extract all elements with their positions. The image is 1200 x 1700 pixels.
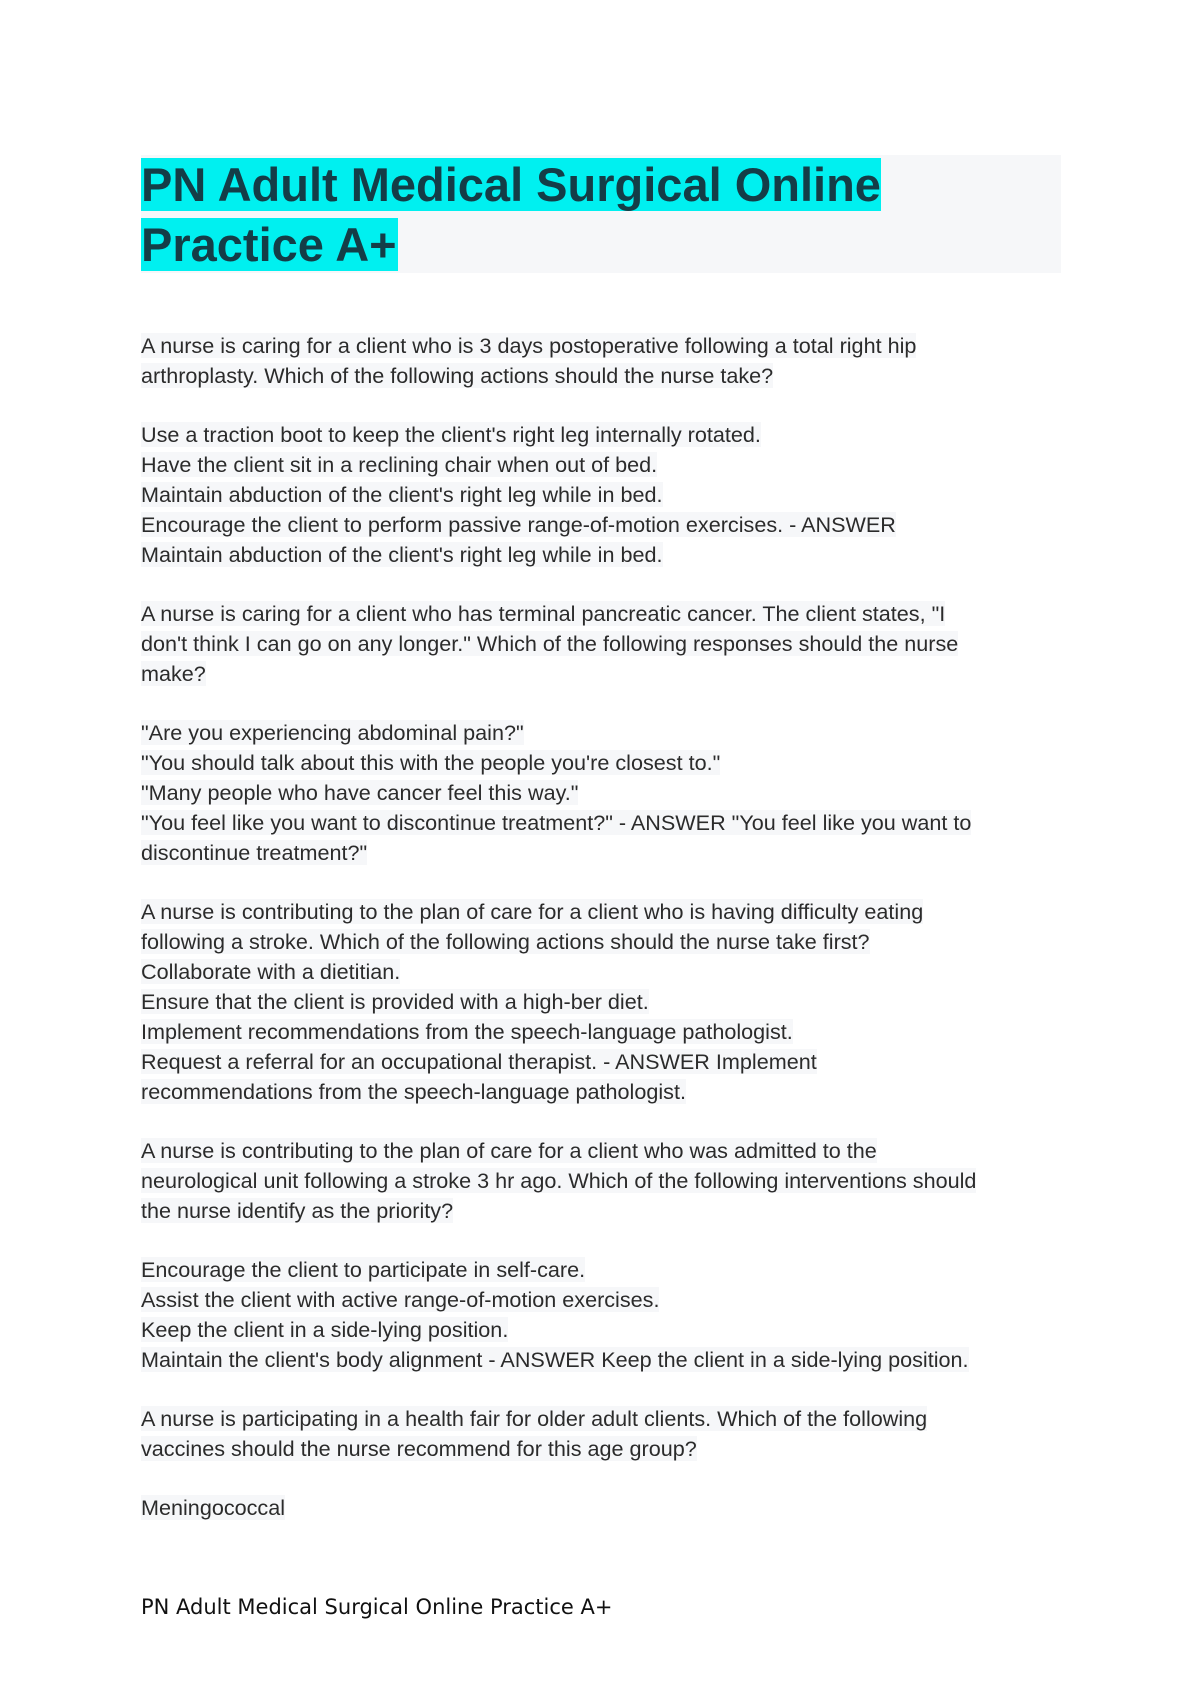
text-line [141, 897, 1061, 927]
document-title-text: PN Adult Medical Surgical Online Practice A+ [141, 158, 881, 271]
text-line [141, 1166, 1061, 1196]
text-line-content: Collaborate with a dietitian. [141, 959, 401, 984]
text-line-content: following a stroke. Which of the following actions should the nurse take first? [141, 929, 870, 954]
text-line [141, 450, 1061, 480]
text-line [141, 927, 1061, 957]
paragraph-gap [141, 868, 1061, 897]
text-line [141, 748, 1061, 778]
text-line-content: neurological unit following a stroke 3 hr ago. Which of the following interventions should [141, 1168, 977, 1193]
text-line-content: Ensure that the client is provided with a high-ber diet. [141, 989, 649, 1014]
text-line [141, 1493, 1061, 1523]
text-line-content: Assist the client with active range-of-motion exercises. [141, 1287, 660, 1312]
text-line [141, 1196, 1061, 1226]
text-line [141, 838, 1061, 868]
text-line-content: vaccines should the nurse recommend for this age group? [141, 1436, 697, 1461]
text-line-content: A nurse is caring for a client who has terminal pancreatic cancer. The client states, "I [141, 601, 946, 626]
text-line-content: Encourage the client to participate in self-care. [141, 1257, 586, 1282]
paragraph-gap [141, 570, 1061, 599]
text-line-content: A nurse is contributing to the plan of care for a client who was admitted to the [141, 1138, 877, 1163]
text-line-content: "Are you experiencing abdominal pain?" [141, 720, 524, 745]
text-line-content: discontinue treatment?" [141, 840, 368, 865]
text-line-content: arthroplasty. Which of the following actions should the nurse take? [141, 363, 774, 388]
text-line-content: Keep the client in a side-lying position. [141, 1317, 509, 1342]
paragraph-gap [141, 1375, 1061, 1404]
text-line-content: Encourage the client to perform passive range-of-motion exercises. - ANSWER [141, 512, 896, 537]
document-page [141, 155, 1061, 1523]
text-line [141, 1017, 1061, 1047]
text-line [141, 659, 1061, 689]
text-line [141, 1255, 1061, 1285]
text-line-content: Maintain abduction of the client's right leg while in bed. [141, 542, 663, 567]
text-line [141, 778, 1061, 808]
text-line-content: make? [141, 661, 206, 686]
text-line [141, 987, 1061, 1017]
text-line [141, 1285, 1061, 1315]
paragraph-gap [141, 391, 1061, 420]
text-line [141, 957, 1061, 987]
text-line-content: "Many people who have cancer feel this way." [141, 780, 579, 805]
text-line-content: Maintain the client's body alignment - ANSWER Keep the client in a side-lying position. [141, 1347, 969, 1372]
title-block [141, 155, 1061, 273]
text-line-content: recommendations from the speech-language pathologist. [141, 1079, 686, 1104]
page-footer: PN Adult Medical Surgical Online Practice A+ [141, 1595, 613, 1619]
text-line-content: A nurse is contributing to the plan of care for a client who is having difficulty eating [141, 899, 924, 924]
text-line-content: "You feel like you want to discontinue treatment?" - ANSWER "You feel like you want to [141, 810, 972, 835]
text-line [141, 420, 1061, 450]
text-line-content: the nurse identify as the priority? [141, 1198, 454, 1223]
text-line-content: Meningococcal [141, 1495, 286, 1520]
text-line [141, 1077, 1061, 1107]
text-line [141, 718, 1061, 748]
text-line-content: "You should talk about this with the people you're closest to." [141, 750, 721, 775]
text-line [141, 510, 1061, 540]
document-title [141, 155, 901, 275]
text-line [141, 1047, 1061, 1077]
text-line-content: Have the client sit in a reclining chair when out of bed. [141, 452, 658, 477]
text-line-content: Maintain abduction of the client's right leg while in bed. [141, 482, 663, 507]
text-line [141, 361, 1061, 391]
text-line [141, 540, 1061, 570]
text-line [141, 331, 1061, 361]
text-line [141, 480, 1061, 510]
text-line [141, 1136, 1061, 1166]
text-line [141, 808, 1061, 838]
text-line [141, 1404, 1061, 1434]
text-line-content: Request a referral for an occupational therapist. - ANSWER Implement [141, 1049, 817, 1074]
paragraph-gap [141, 1226, 1061, 1255]
text-line [141, 1315, 1061, 1345]
text-line-content: Implement recommendations from the speech-language pathologist. [141, 1019, 793, 1044]
text-line [141, 1434, 1061, 1464]
paragraph-gap [141, 1464, 1061, 1493]
text-line-content: don't think I can go on any longer." Which of the following responses should the nurse [141, 631, 959, 656]
text-line [141, 599, 1061, 629]
paragraph-gap [141, 689, 1061, 718]
text-line [141, 629, 1061, 659]
text-line-content: A nurse is participating in a health fair for older adult clients. Which of the following [141, 1406, 928, 1431]
document-body [141, 331, 1061, 1523]
text-line-content: A nurse is caring for a client who is 3 days postoperative following a total right hip [141, 333, 917, 358]
text-line-content: Use a traction boot to keep the client's right leg internally rotated. [141, 422, 761, 447]
paragraph-gap [141, 1107, 1061, 1136]
text-line [141, 1345, 1061, 1375]
